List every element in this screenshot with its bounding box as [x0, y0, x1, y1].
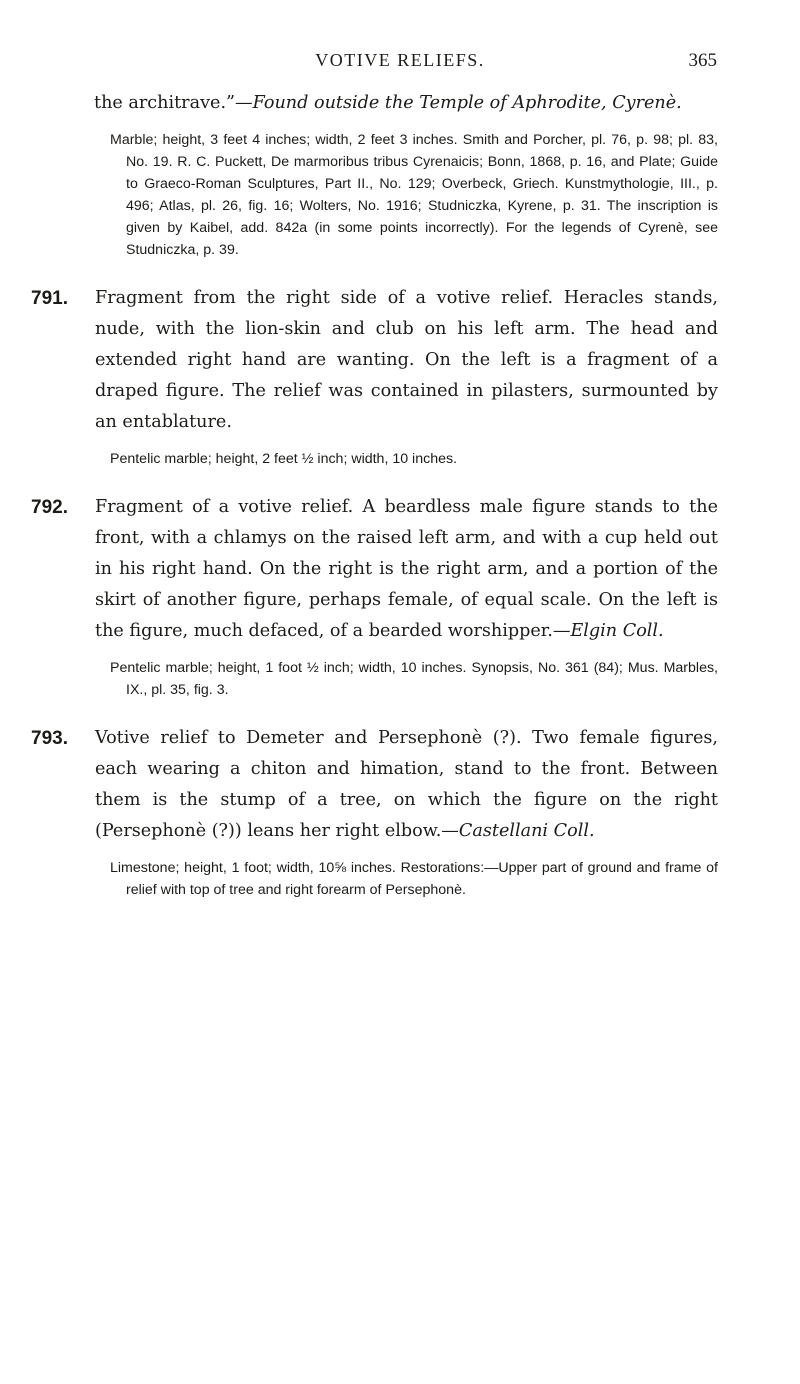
intro-note: Marble; height, 3 feet 4 inches; width, 2 feet 3 inches. Smith and Porcher, pl. 76, p. 98; pl. 83, No. 19. R. C. Puckett, De marmoribus tribus Cyrenaicis; Bonn, 1868, p. 16, and Plate; Guide to Graeco-Roman Sculptures, Part II., No. 129; Overbeck, Griech. Kunstmythologie, III., p. 496; Atlas, pl. 26, fig. 16; Wolters, No. 1916; Studniczka, Kyrene, p. 31. The inscription is given by Kaibel, add. 842a (in some points incorrectly). For the legends of Cyrenè, see Studniczka, p. 39. [110, 132, 718, 258]
entry-number: 793. [31, 728, 68, 749]
page-header [0, 50, 800, 80]
entry-number: 792. [31, 497, 68, 518]
intro-findspot: Found outside the Temple of Aphrodite, Cyrenè. [252, 93, 682, 113]
entry-description [95, 492, 718, 647]
intro-paragraph [94, 88, 718, 119]
entry-description: Fragment from the right side of a votive relief. Heracles stands, nude, with the lion-skin and club on his left arm. The head and extended right hand are wanting. On the left is a fragment of a draped figure. The relief was contained in pilasters, surmounted by an entablature. [95, 288, 718, 432]
entry-description-text: Votive relief to Demeter and Persephonè (?). Two female figures, each wearing a chiton and himation, stand to the front. Between them is the stump of a tree, on which the figure on the right (Persephonè (?)) leans her right elbow.— [95, 728, 718, 841]
catalogue-entry [0, 283, 800, 470]
entry-note: Pentelic marble; height, 2 feet ½ inch; width, 10 inches. [110, 451, 458, 467]
entry-number: 791. [31, 288, 68, 309]
entry-source: Elgin Coll. [570, 621, 664, 641]
catalogue-entry [0, 723, 800, 901]
page-number: 365 [688, 50, 717, 71]
entry-note: Pentelic marble; height, 1 foot ½ inch; width, 10 inches. Synopsis, No. 361 (84); Mus. Marbles, IX., pl. 35, fig. 3. [110, 660, 718, 698]
entry-note: Limestone; height, 1 foot; width, 10⅝ inches. Restorations:—Upper part of ground and frame of relief with top of tree and right forearm of Persephonè. [110, 860, 718, 898]
running-title: VOTIVE RELIEFS. [315, 50, 485, 70]
page-body [0, 88, 800, 901]
entry-description [95, 723, 718, 847]
catalogue-entry [0, 492, 800, 701]
entry-description-text: Fragment of a votive relief. A beardless male figure stands to the front, with a chlamys on the raised left arm, and with a cup held out in his right hand. On the right is the right arm, and a portion of the skirt of another figure, perhaps female, of equal scale. On the left is the figure, much defaced, of a bearded worshipper.— [95, 497, 718, 641]
entry-source: Castellani Coll. [458, 821, 595, 841]
intro-text: the architrave.”— [94, 93, 253, 113]
